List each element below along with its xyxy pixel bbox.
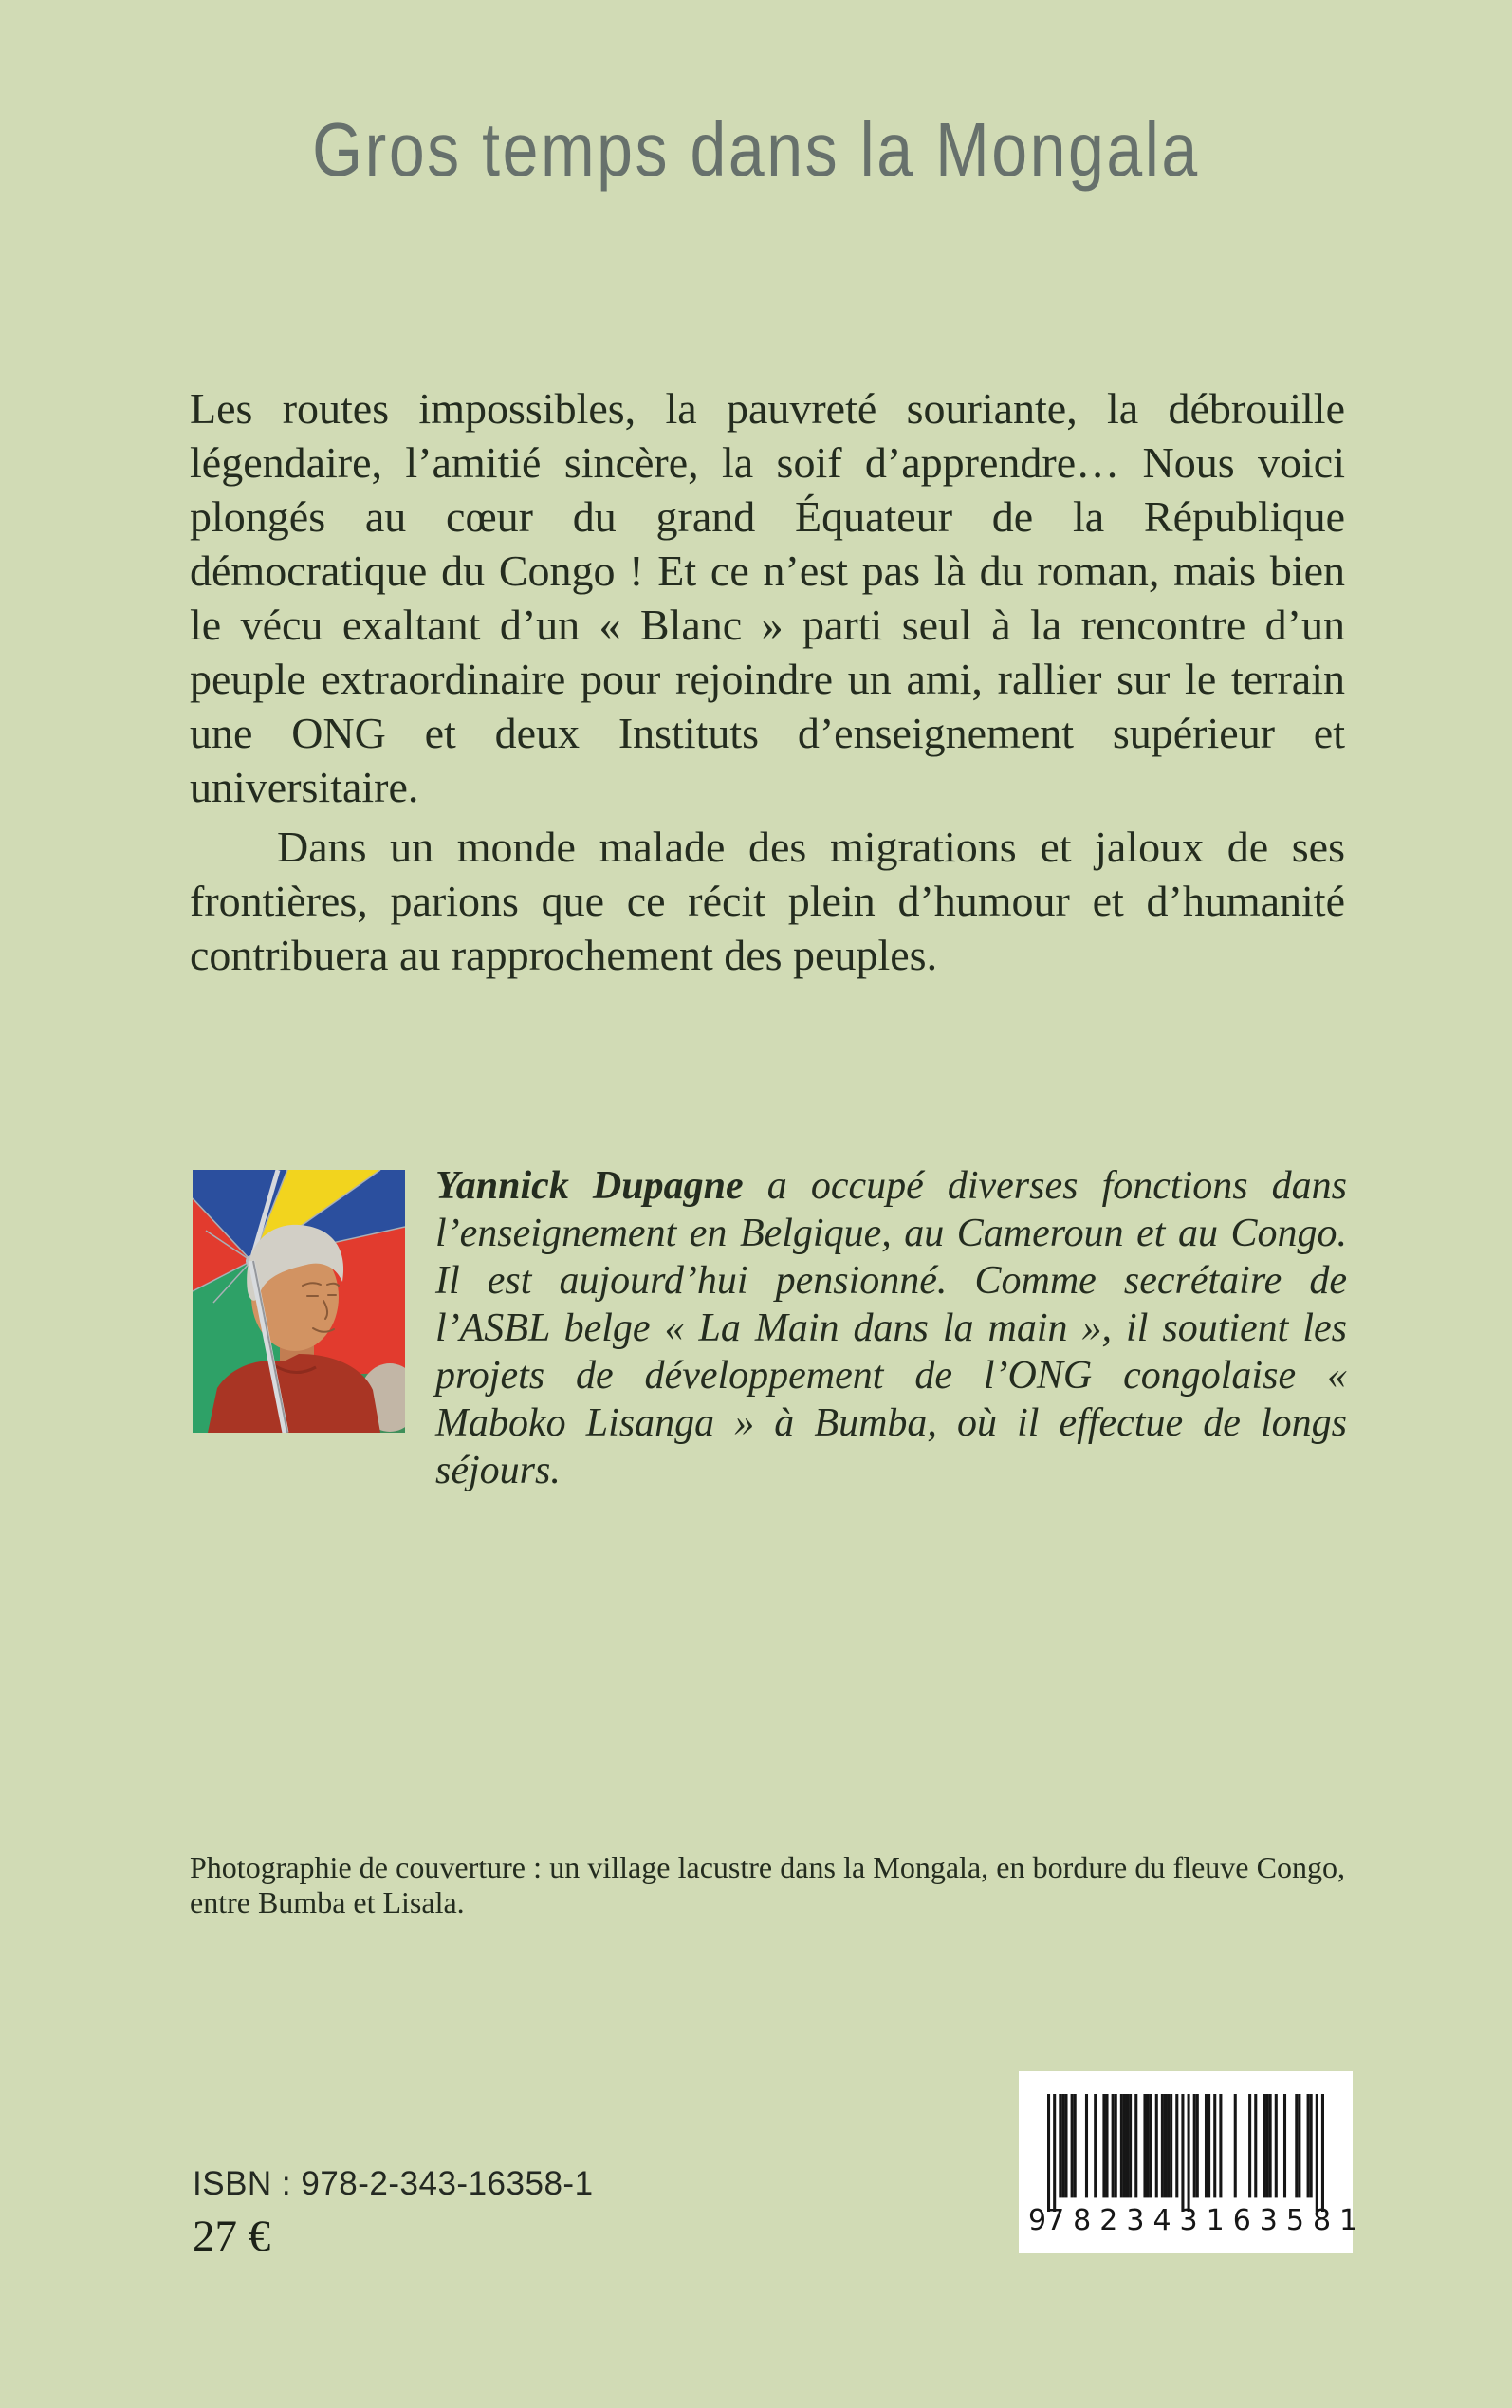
author-name: Yannick Dupagne — [435, 1164, 744, 1208]
author-bio — [435, 1162, 1347, 1494]
barcode-bars — [1047, 2094, 1324, 2212]
barcode-digits-right: 163581 — [1206, 2204, 1367, 2237]
price-label: 27 € — [193, 2212, 271, 2261]
author-section — [193, 1164, 1347, 1534]
author-bio-text: a occupé diverses fonctions dans l’enseignement en Belgique, au Cameroun et au Congo. Il est aujourd’hui pensionné. Comme secrétaire de l’ASBL belge « La Main dans la main », il soutient les projets de développement de l’ONG congolaise « Maboko Lisanga » à Bumba, où il effectue de longs séjours. — [435, 1164, 1347, 1492]
isbn-label: ISBN : 978-2-343-16358-1 — [193, 2165, 594, 2202]
author-photo — [193, 1170, 405, 1433]
synopsis-paragraph-2: Dans un monde malade des migrations et jaloux de ses frontières, parions que ce récit plein d’humour et d’humanité contribuera au rapprochement des peuples. — [190, 823, 1345, 979]
cover-photo-credit: Photographie de couverture : un village lacustre dans la Mongala, en bordure du fleuve Congo, entre Bumba et Lisala. — [190, 1850, 1345, 1919]
barcode — [1019, 2071, 1367, 2253]
barcode-digit-lead: 9 — [1028, 2204, 1047, 2237]
barcode-digits — [1028, 2204, 1367, 2237]
synopsis-paragraph-1: Les routes impossibles, la pauvreté souriante, la débrouille légendaire, l’amitié sincère, la soif d’apprendre… Nous voici plongés au cœur du grand Équateur de la République démocratique du Congo ! Et ce n’est pas là du roman, mais bien le vécu exaltant d’un « Blanc » parti seul à la rencontre d’un peuple extraordinaire pour rejoindre un ami, rallier sur le terrain une ONG et deux Instituts d’enseignement supérieur et universitaire. — [190, 384, 1345, 811]
book-title: Gros temps dans la Mongala — [312, 107, 1200, 192]
barcode-digits-left: 782343 — [1046, 2204, 1207, 2237]
